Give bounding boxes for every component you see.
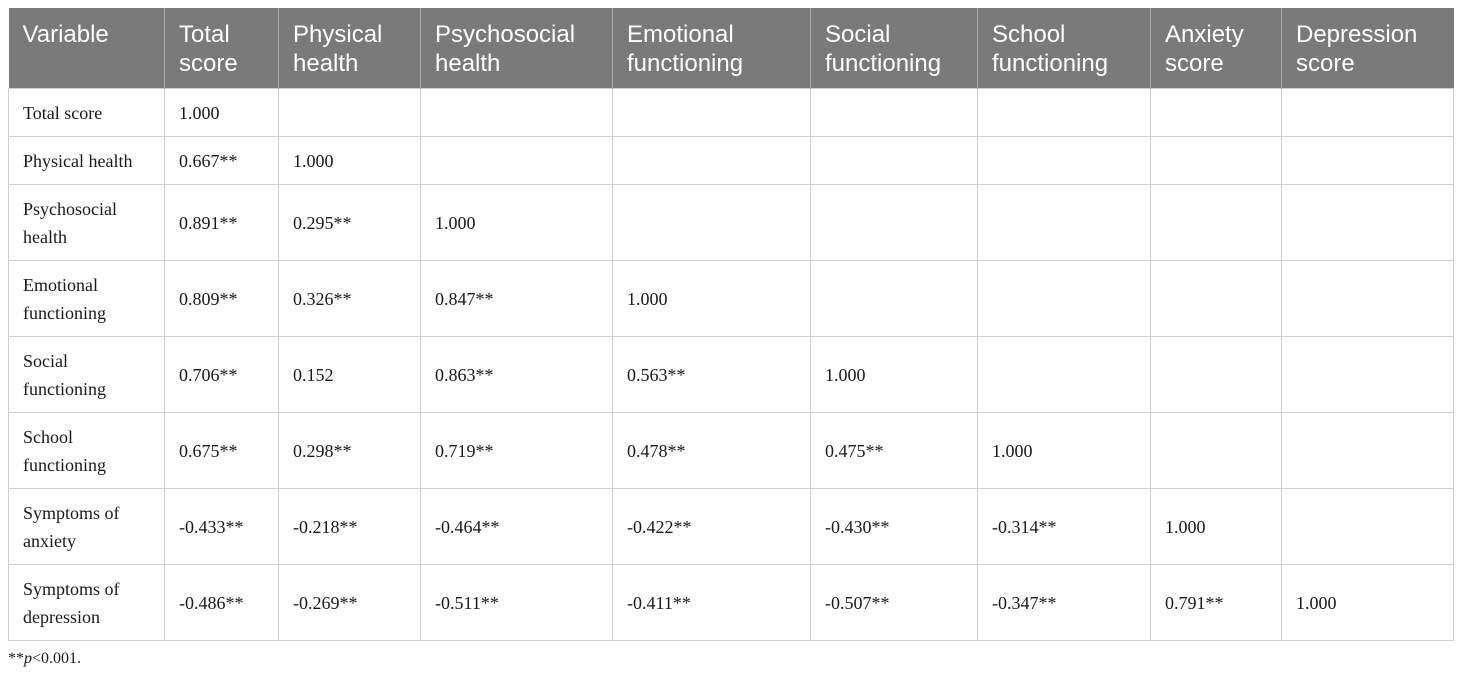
table-cell: 0.719** — [421, 413, 613, 489]
table-row — [9, 337, 1454, 413]
table-cell — [1282, 185, 1454, 261]
table-row — [9, 489, 1454, 565]
table-cell: 1.000 — [978, 413, 1151, 489]
table-cell: 0.791** — [1151, 565, 1282, 641]
table-cell: -0.269** — [279, 565, 421, 641]
table-row — [9, 185, 1454, 261]
table-cell: 0.298** — [279, 413, 421, 489]
table-cell — [613, 137, 811, 185]
table-cell: 0.152 — [279, 337, 421, 413]
header-cell: Variable — [9, 8, 165, 89]
table-cell: 0.847** — [421, 261, 613, 337]
footnote-marker: ** — [8, 650, 24, 667]
table-cell — [978, 261, 1151, 337]
row-label: Psychosocial health — [9, 185, 165, 261]
table-cell — [421, 137, 613, 185]
header-cell: Total score — [165, 8, 279, 89]
header-cell: School functioning — [978, 8, 1151, 89]
header-row — [9, 8, 1454, 89]
table-cell — [811, 261, 978, 337]
footnote-text: <0.001. — [32, 650, 82, 667]
table-cell: 1.000 — [613, 261, 811, 337]
table-cell — [1151, 137, 1282, 185]
table-row — [9, 413, 1454, 489]
table-cell — [1151, 261, 1282, 337]
table-cell — [1282, 337, 1454, 413]
row-label: Emotional functioning — [9, 261, 165, 337]
table-cell: 1.000 — [811, 337, 978, 413]
table-cell — [1282, 413, 1454, 489]
table-cell: 0.706** — [165, 337, 279, 413]
table-cell: -0.464** — [421, 489, 613, 565]
header-cell: Physical health — [279, 8, 421, 89]
table-cell — [811, 137, 978, 185]
table-cell: -0.411** — [613, 565, 811, 641]
row-label: School functioning — [9, 413, 165, 489]
table-cell: 0.667** — [165, 137, 279, 185]
table-row — [9, 565, 1454, 641]
table-cell: 0.675** — [165, 413, 279, 489]
table-cell: 0.563** — [613, 337, 811, 413]
table-row — [9, 137, 1454, 185]
footnote-p: p — [24, 650, 32, 667]
table-cell — [1282, 261, 1454, 337]
table-cell — [613, 89, 811, 137]
header-cell: Depression score — [1282, 8, 1454, 89]
table-cell — [1151, 185, 1282, 261]
table-cell: -0.430** — [811, 489, 978, 565]
table-cell: 0.475** — [811, 413, 978, 489]
table-cell — [978, 337, 1151, 413]
header-cell: Psychosocial health — [421, 8, 613, 89]
table-cell — [1151, 413, 1282, 489]
table-cell: -0.433** — [165, 489, 279, 565]
table-cell: 0.478** — [613, 413, 811, 489]
table-cell — [1151, 89, 1282, 137]
table-cell: 0.809** — [165, 261, 279, 337]
table-cell — [978, 89, 1151, 137]
table-cell: 0.326** — [279, 261, 421, 337]
header-cell: Social functioning — [811, 8, 978, 89]
table-cell: -0.314** — [978, 489, 1151, 565]
table-cell — [811, 185, 978, 261]
table-cell: -0.486** — [165, 565, 279, 641]
table-cell — [1282, 489, 1454, 565]
header-cell: Anxiety score — [1151, 8, 1282, 89]
row-label: Physical health — [9, 137, 165, 185]
table-cell — [811, 89, 978, 137]
table-cell: 1.000 — [165, 89, 279, 137]
row-label: Social functioning — [9, 337, 165, 413]
table-cell: -0.507** — [811, 565, 978, 641]
table-cell: 1.000 — [1282, 565, 1454, 641]
table-cell — [1151, 337, 1282, 413]
correlation-table — [8, 8, 1454, 641]
table-cell — [1282, 137, 1454, 185]
row-label: Total score — [9, 89, 165, 137]
table-cell: -0.218** — [279, 489, 421, 565]
table-cell — [613, 185, 811, 261]
table-cell: 1.000 — [421, 185, 613, 261]
table-cell — [978, 137, 1151, 185]
table-cell: 0.891** — [165, 185, 279, 261]
table-cell — [421, 89, 613, 137]
table-footnote — [8, 650, 81, 668]
header-cell: Emotional functioning — [613, 8, 811, 89]
table-row — [9, 261, 1454, 337]
table-cell: -0.347** — [978, 565, 1151, 641]
table-cell — [279, 89, 421, 137]
table-cell: 0.863** — [421, 337, 613, 413]
table-cell — [1282, 89, 1454, 137]
row-label: Symptoms of anxiety — [9, 489, 165, 565]
table-cell: -0.422** — [613, 489, 811, 565]
row-label: Symptoms of depression — [9, 565, 165, 641]
table-cell: 1.000 — [279, 137, 421, 185]
table-row — [9, 89, 1454, 137]
table-cell — [978, 185, 1151, 261]
table-cell: 1.000 — [1151, 489, 1282, 565]
table-cell: -0.511** — [421, 565, 613, 641]
table-cell: 0.295** — [279, 185, 421, 261]
correlation-table-container — [8, 8, 1453, 641]
